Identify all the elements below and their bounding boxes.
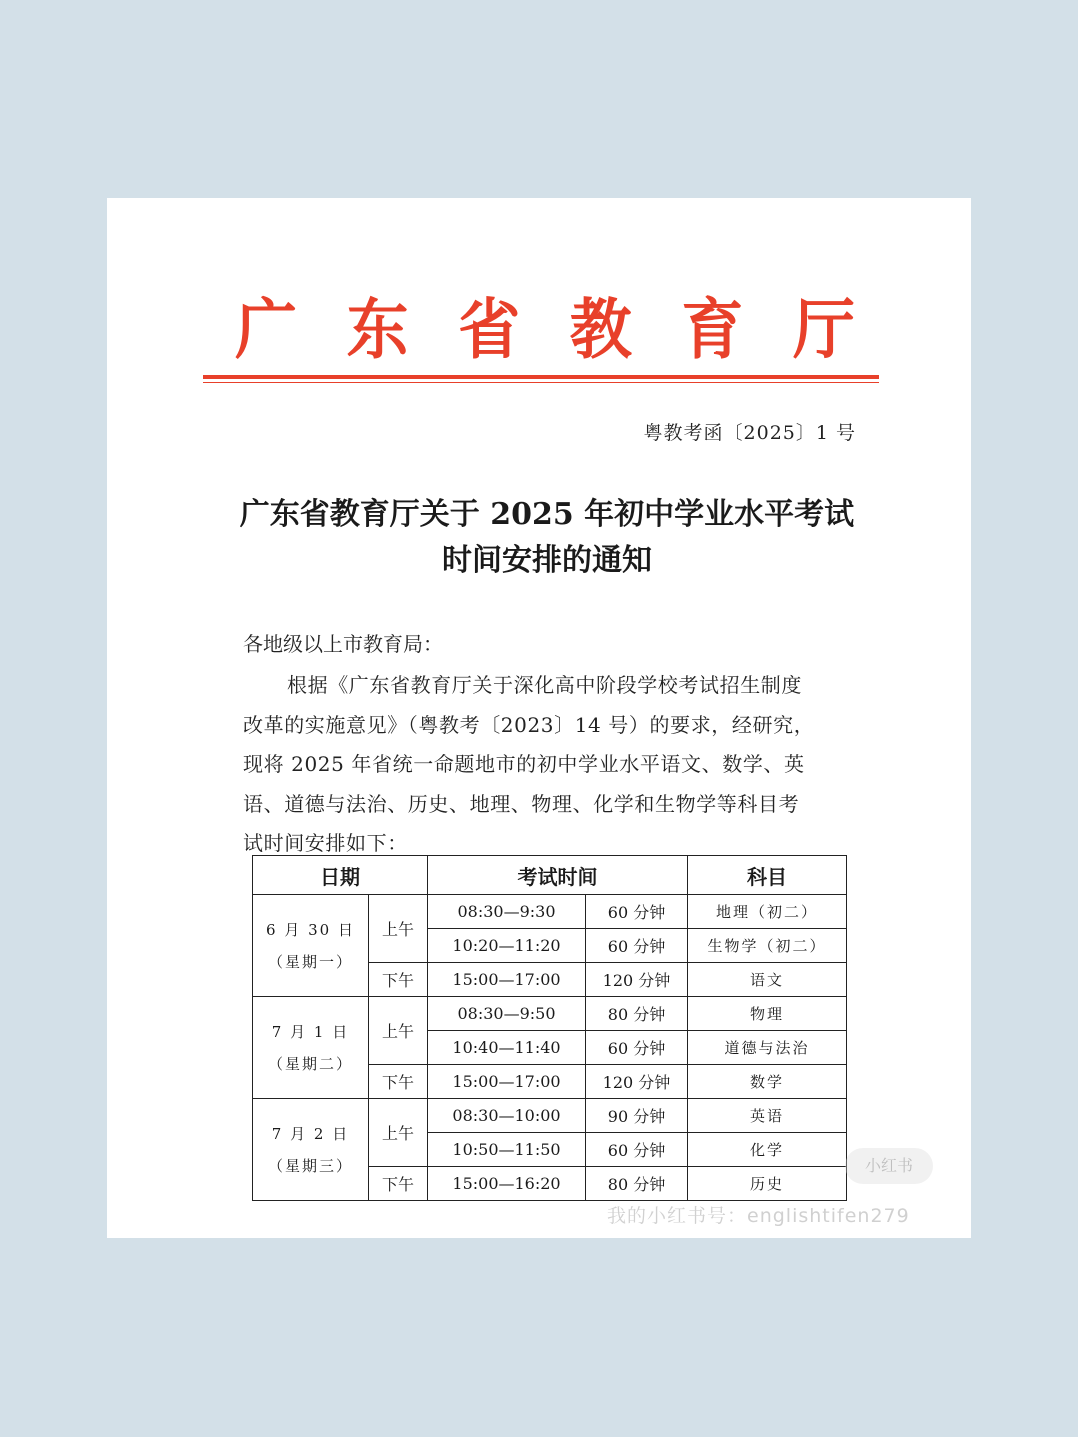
time-cell: 10:40—11:40 bbox=[428, 1031, 586, 1065]
time-cell: 08:30—9:30 bbox=[428, 895, 586, 929]
pm-cell: 下午 bbox=[369, 963, 428, 997]
subject-cell: 数学 bbox=[688, 1065, 847, 1099]
masthead-char: 省 bbox=[458, 291, 521, 368]
masthead-char: 厅 bbox=[792, 291, 855, 368]
subject-cell: 地理（初二） bbox=[688, 895, 847, 929]
header-subject: 科目 bbox=[688, 856, 847, 895]
weekday-text: （星期三） bbox=[267, 1156, 353, 1175]
duration-cell: 90 分钟 bbox=[586, 1099, 688, 1133]
weekday-text: （星期二） bbox=[267, 1054, 353, 1073]
header-date: 日期 bbox=[253, 856, 428, 895]
masthead-char: 教 bbox=[569, 291, 632, 368]
body-line: 现将 2025 年省统一命题地市的初中学业水平语文、数学、英 bbox=[243, 752, 805, 776]
red-divider-thick bbox=[203, 375, 879, 379]
pm-cell: 下午 bbox=[369, 1167, 428, 1201]
subject-cell: 物理 bbox=[688, 997, 847, 1031]
time-cell: 08:30—10:00 bbox=[428, 1099, 586, 1133]
duration-cell: 60 分钟 bbox=[586, 895, 688, 929]
document-title bbox=[207, 492, 887, 584]
time-cell: 08:30—9:50 bbox=[428, 997, 586, 1031]
subject-cell: 道德与法治 bbox=[688, 1031, 847, 1065]
header-exam-time: 考试时间 bbox=[428, 856, 688, 895]
time-cell: 15:00—17:00 bbox=[428, 963, 586, 997]
masthead-char: 育 bbox=[681, 291, 744, 368]
table-row bbox=[253, 1099, 847, 1133]
time-cell: 10:20—11:20 bbox=[428, 929, 586, 963]
duration-cell: 60 分钟 bbox=[586, 1133, 688, 1167]
masthead bbox=[235, 290, 855, 370]
table-row bbox=[253, 895, 847, 929]
subject-cell: 历史 bbox=[688, 1167, 847, 1201]
title-line-2: 时间安排的通知 bbox=[442, 543, 652, 578]
date-text: 6 月 30 日 bbox=[266, 920, 355, 939]
body-paragraph bbox=[243, 666, 843, 864]
subject-cell: 语文 bbox=[688, 963, 847, 997]
duration-cell: 120 分钟 bbox=[586, 1065, 688, 1099]
title-line-1: 广东省教育厅关于 2025 年初中学业水平考试 bbox=[239, 497, 855, 532]
watermark-logo: 小红书 bbox=[845, 1148, 933, 1184]
masthead-char: 东 bbox=[346, 291, 409, 368]
document-number: 粤教考函〔2025〕1 号 bbox=[643, 422, 856, 444]
date-cell bbox=[253, 997, 369, 1099]
date-cell bbox=[253, 895, 369, 997]
date-cell bbox=[253, 1099, 369, 1201]
weekday-text: （星期一） bbox=[267, 952, 353, 971]
body-line: 试时间安排如下： bbox=[243, 831, 408, 855]
pm-cell: 下午 bbox=[369, 1065, 428, 1099]
duration-cell: 60 分钟 bbox=[586, 1031, 688, 1065]
salutation: 各地级以上市教育局： bbox=[243, 632, 443, 656]
duration-cell: 80 分钟 bbox=[586, 1167, 688, 1201]
subject-cell: 英语 bbox=[688, 1099, 847, 1133]
document-paper bbox=[107, 198, 971, 1238]
am-cell: 上午 bbox=[369, 895, 428, 963]
watermark-text: 我的小红书号：englishtifen279 bbox=[607, 1205, 910, 1227]
table-row bbox=[253, 997, 847, 1031]
time-cell: 15:00—17:00 bbox=[428, 1065, 586, 1099]
am-cell: 上午 bbox=[369, 997, 428, 1065]
subject-cell: 生物学（初二） bbox=[688, 929, 847, 963]
duration-cell: 60 分钟 bbox=[586, 929, 688, 963]
table-header-row bbox=[253, 856, 847, 895]
exam-schedule-table bbox=[252, 855, 847, 1201]
masthead-char: 广 bbox=[235, 291, 298, 368]
red-divider-thin bbox=[203, 382, 879, 383]
subject-cell: 化学 bbox=[688, 1133, 847, 1167]
am-cell: 上午 bbox=[369, 1099, 428, 1167]
time-cell: 10:50—11:50 bbox=[428, 1133, 586, 1167]
date-text: 7 月 2 日 bbox=[271, 1124, 350, 1143]
time-cell: 15:00—16:20 bbox=[428, 1167, 586, 1201]
duration-cell: 120 分钟 bbox=[586, 963, 688, 997]
date-text: 7 月 1 日 bbox=[271, 1022, 350, 1041]
body-line: 根据《广东省教育厅关于深化高中阶段学校考试招生制度 bbox=[287, 673, 802, 697]
duration-cell: 80 分钟 bbox=[586, 997, 688, 1031]
body-line: 语、道德与法治、历史、地理、物理、化学和生物学等科目考 bbox=[243, 791, 800, 816]
body-line: 改革的实施意见》（粤教考〔2023〕14 号）的要求，经研究， bbox=[243, 712, 815, 737]
